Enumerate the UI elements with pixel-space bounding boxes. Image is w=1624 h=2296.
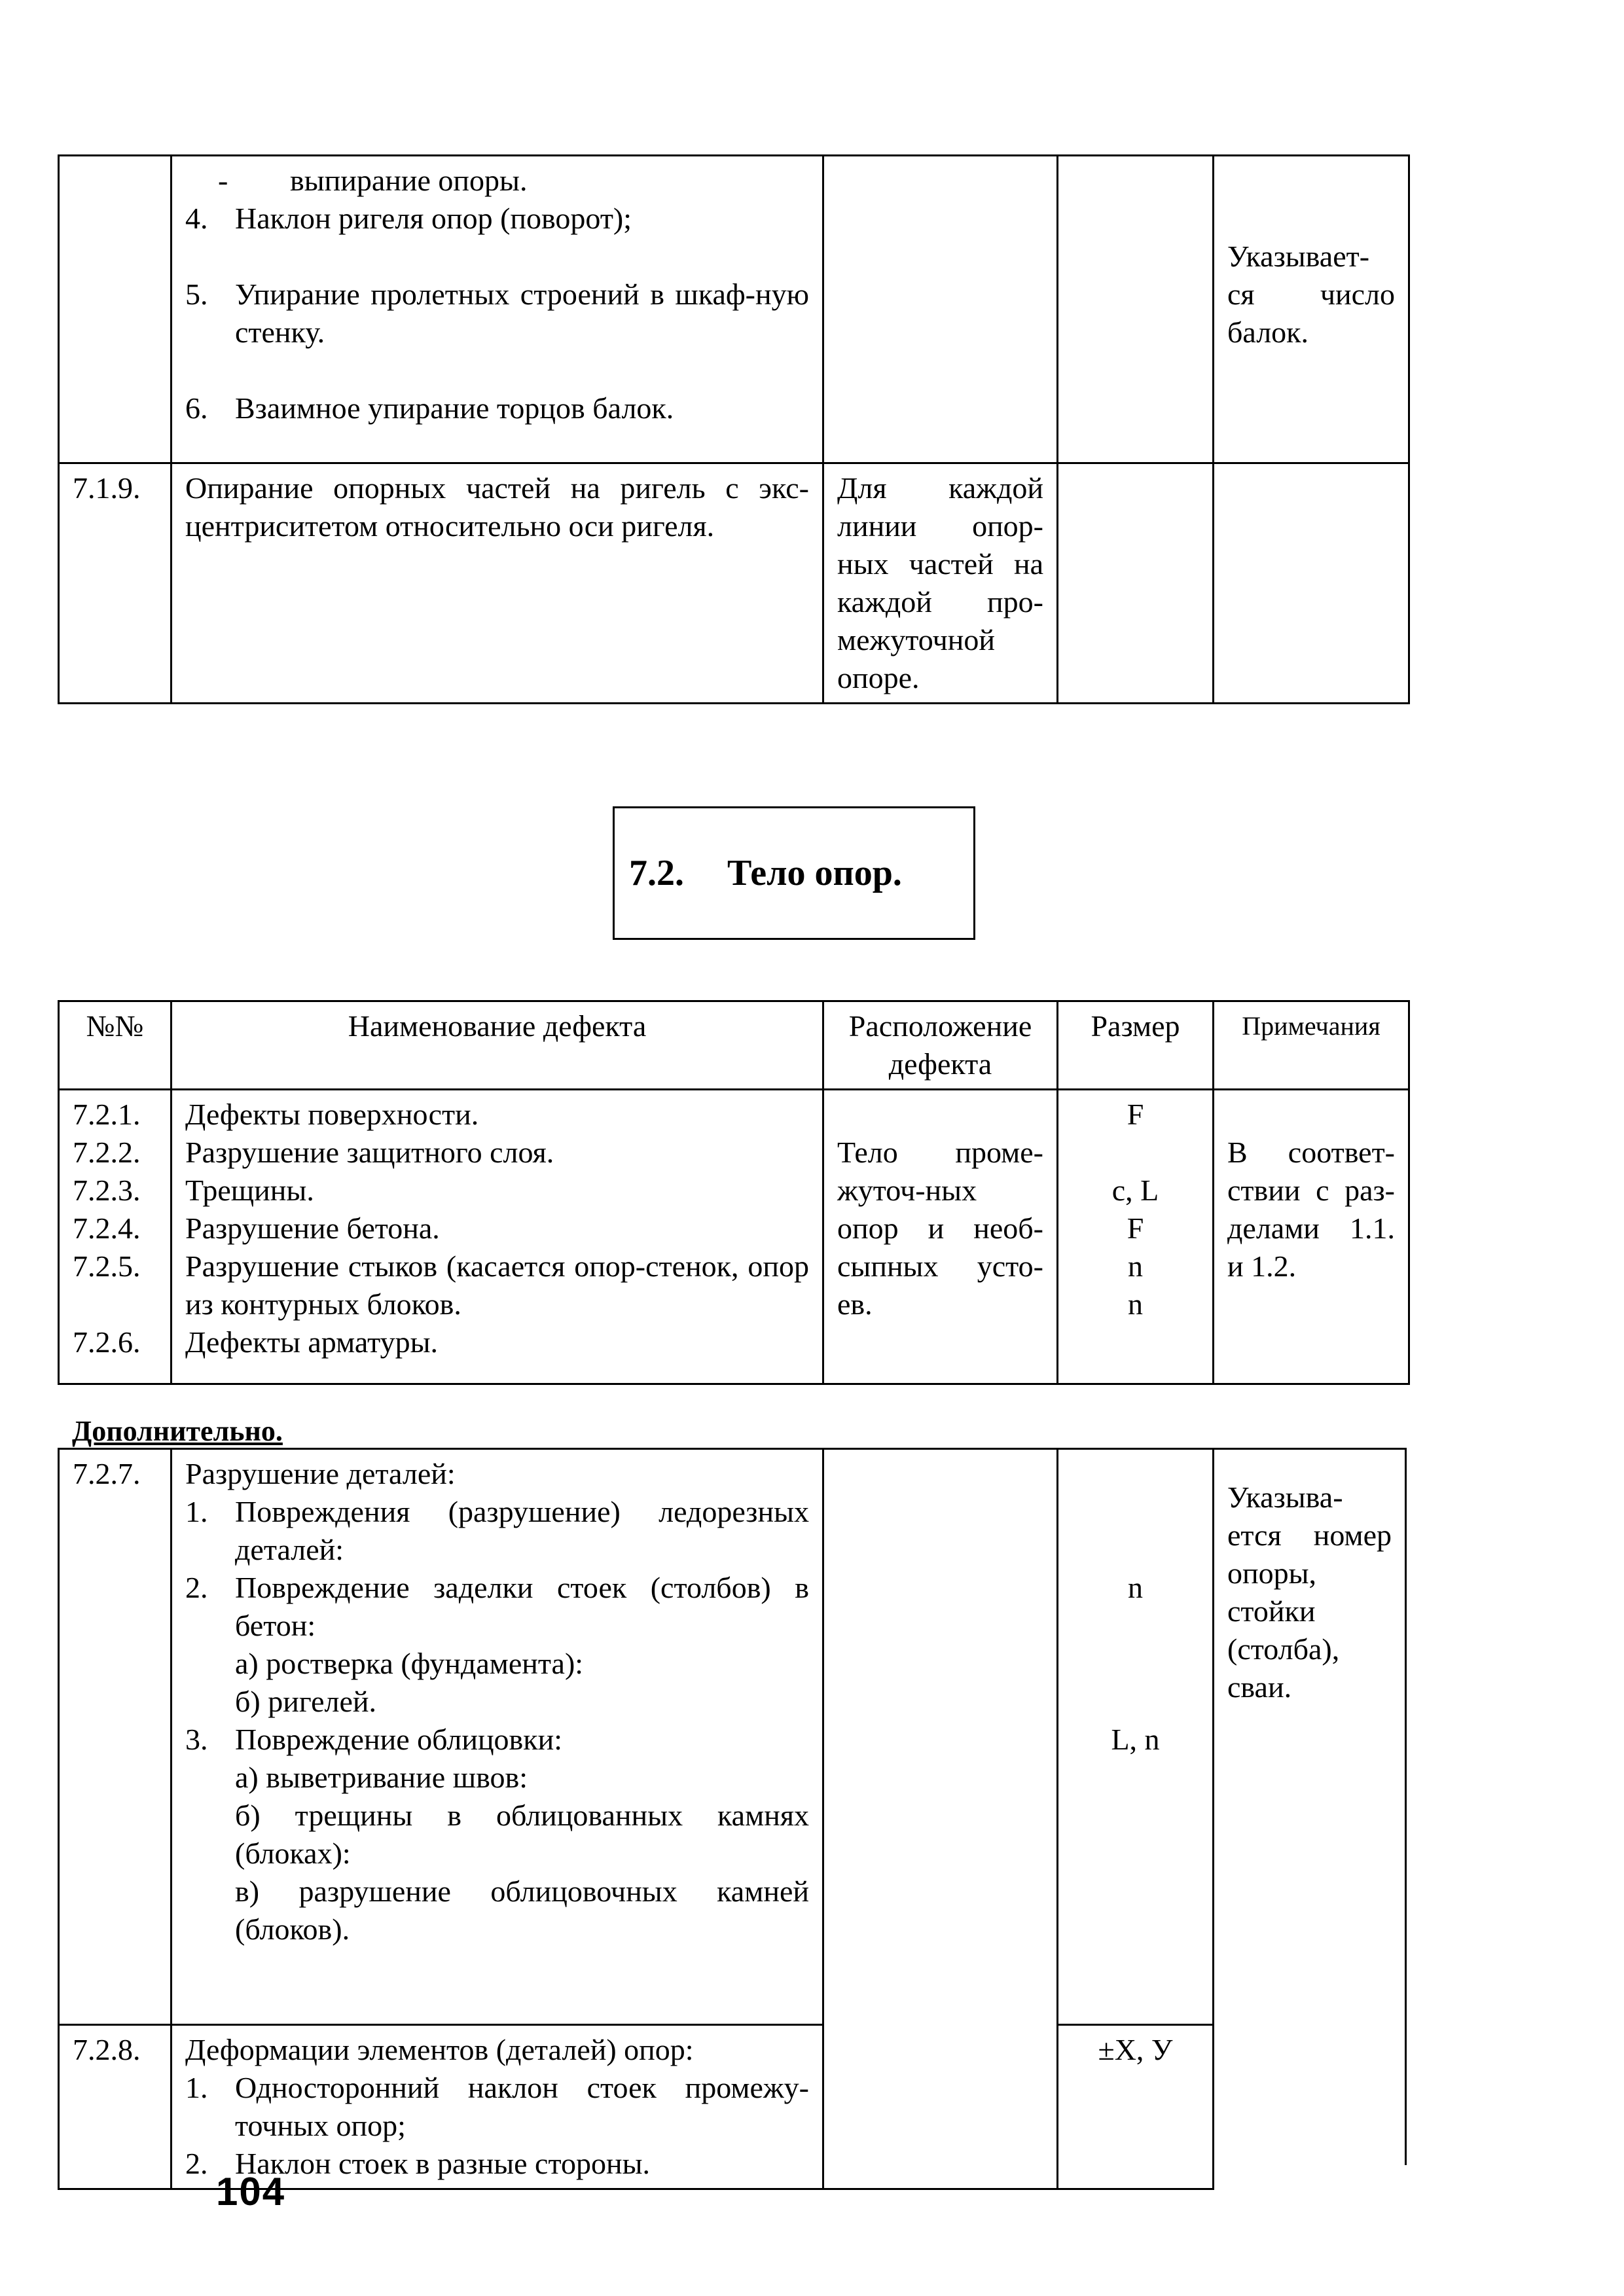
list-item: 5. Упирание пролетных строений в шкаф-ную стенку. bbox=[185, 278, 809, 349]
header-num: №№ bbox=[59, 1001, 171, 1090]
table-row bbox=[59, 1090, 1409, 1384]
list-item: 2. Наклон стоек в разные стороны. bbox=[185, 2147, 650, 2180]
list-item: Разрушение бетона. bbox=[185, 1211, 440, 1245]
list-subitem: в) разрушение облицовочных камней (блоков). bbox=[235, 1874, 809, 1946]
row-number: 7.1.9. bbox=[59, 463, 171, 704]
table-row bbox=[59, 156, 1409, 463]
row-number: 7.2.8. bbox=[59, 2025, 171, 2189]
table-row bbox=[59, 1449, 1214, 2025]
note-text: Указывает-ся число балок. bbox=[1227, 240, 1395, 349]
defect-list-cell bbox=[171, 2025, 823, 2189]
defect-size: ±X, У bbox=[1058, 2025, 1214, 2189]
list-item: 1. Повреждения (разрушение) ледорезных деталей: bbox=[185, 1495, 809, 1566]
section-number: 7.2. bbox=[629, 853, 684, 893]
list-item: Разрушение защитного слоя. bbox=[185, 1136, 554, 1169]
list-item: - выпирание опоры. bbox=[218, 164, 528, 197]
header-notes: Примечания bbox=[1214, 1001, 1409, 1090]
list-title: Разрушение деталей: bbox=[185, 1457, 456, 1490]
list-item: 6. Взаимное упирание торцов балок. bbox=[185, 391, 674, 425]
row-numbers: 7.2.1. 7.2.2. 7.2.3. 7.2.4. 7.2.5. 7.2.6. bbox=[59, 1090, 171, 1384]
table-continuation bbox=[58, 154, 1410, 704]
header-size: Размер bbox=[1058, 1001, 1214, 1090]
list-subitem: б) ригелей. bbox=[235, 1685, 377, 1718]
defects-table bbox=[58, 1000, 1410, 1385]
defect-sizes: n L, n bbox=[1058, 1449, 1214, 2025]
list-item: 3. Повреждение облицовки: bbox=[185, 1723, 563, 1756]
list-item: Дефекты арматуры. bbox=[185, 1325, 439, 1359]
defect-sizes: F c, L F n n bbox=[1058, 1090, 1214, 1384]
list-subitem: б) трещины в облицованных камнях (блоках): bbox=[235, 1799, 809, 1870]
defect-name: Опирание опорных частей на ригель с экс-центриситетом относительно оси ригеля. bbox=[171, 463, 823, 704]
list-item: Трещины. bbox=[185, 1174, 314, 1207]
defect-list-cell bbox=[171, 1449, 823, 2025]
defect-names bbox=[171, 1090, 823, 1384]
defect-location: Для каждой линии опор-ных частей на каждой про-межуточной опоре. bbox=[823, 463, 1058, 704]
list-item: 2. Повреждение заделки стоек (столбов) в бетон: bbox=[185, 1571, 809, 1642]
defect-list-cell bbox=[171, 156, 823, 463]
header-name: Наименование дефекта bbox=[171, 1001, 823, 1090]
section-heading bbox=[613, 806, 975, 940]
row-number: 7.2.7. bbox=[59, 1449, 171, 2025]
list-subitem: а) ростверка (фундамента): bbox=[235, 1647, 584, 1680]
list-item: Разрушение стыков (касается опор-стенок, опор из контурных блоков. bbox=[185, 1249, 809, 1321]
list-item: 4. Наклон ригеля опор (поворот); bbox=[185, 202, 632, 235]
note-cell bbox=[1214, 156, 1409, 463]
note-text: Указыва-ется номер опоры, стойки (столба), сваи. bbox=[1227, 1480, 1392, 1704]
additional-notes-column bbox=[1213, 1448, 1407, 2165]
list-title: Деформации элементов (деталей) опор: bbox=[185, 2033, 694, 2066]
page-number: 104 bbox=[216, 2170, 286, 2214]
notes-cell: В соответ-ствии с раз-делами 1.1. и 1.2. bbox=[1214, 1090, 1409, 1384]
additional-table bbox=[58, 1448, 1214, 2190]
list-item: Дефекты поверхности. bbox=[185, 1098, 479, 1131]
list-item: 1. Односторонний наклон стоек промежу-точных опор; bbox=[185, 2071, 809, 2142]
section-title: Тело опор. bbox=[727, 853, 902, 893]
table-row bbox=[59, 463, 1409, 704]
defect-location: Тело проме-жуточ-ных опор и необ-сыпных усто-ев. bbox=[823, 1090, 1058, 1384]
extra-heading: Дополнительно. bbox=[72, 1415, 283, 1447]
table-header-row bbox=[59, 1001, 1409, 1090]
header-location: Расположение дефекта bbox=[823, 1001, 1058, 1090]
list-subitem: а) выветривание швов: bbox=[235, 1761, 528, 1794]
